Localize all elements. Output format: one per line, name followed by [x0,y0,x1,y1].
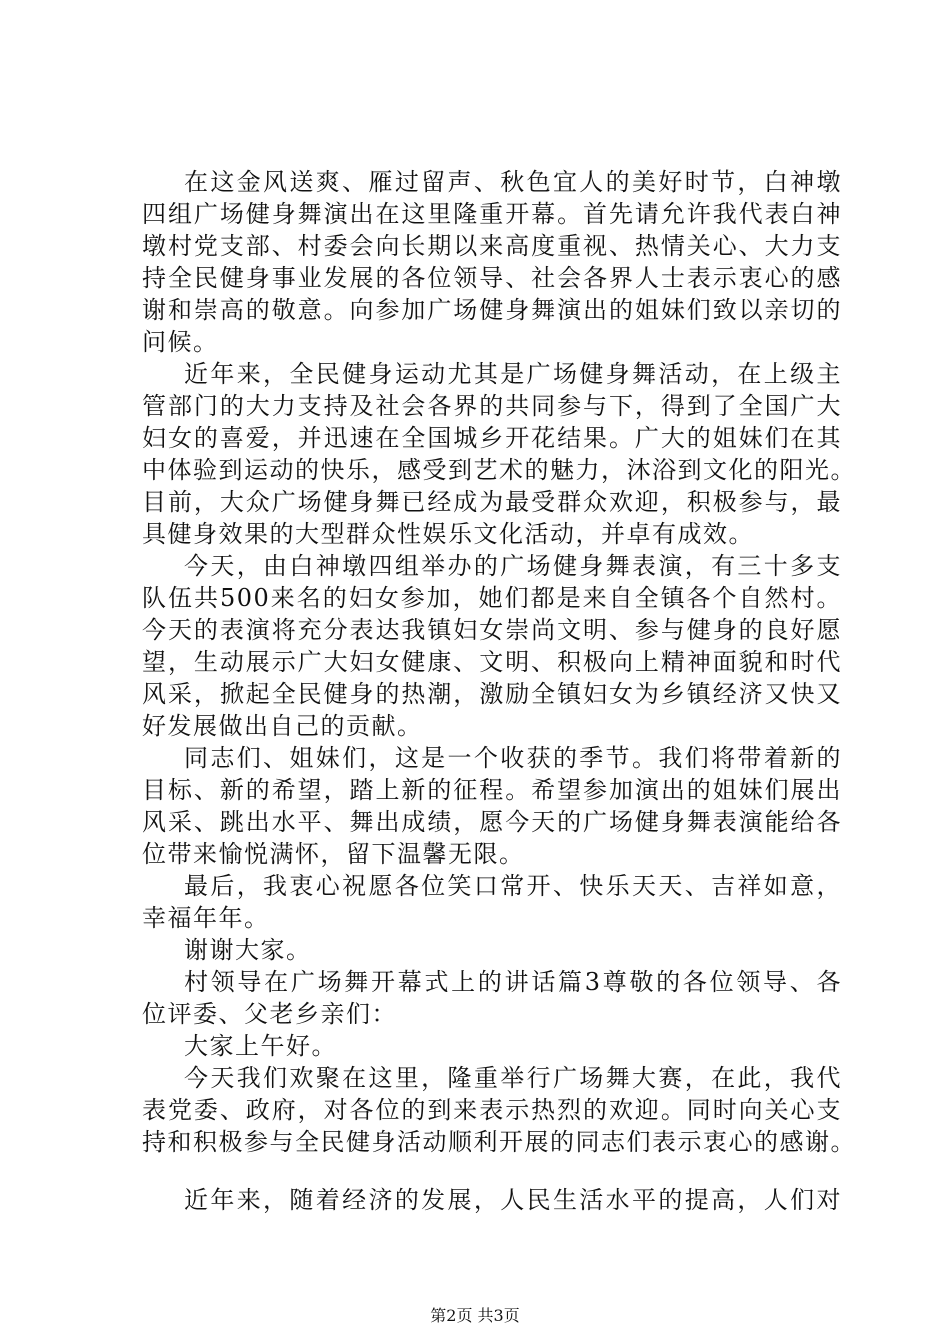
text-line: 好发展做出自己的贡献。 [142,712,423,740]
text-line: 风采、跳出水平、舞出成绩，愿今天的广场健身舞表演能给各 [142,808,842,836]
text-line: 谢谢大家。 [184,936,312,964]
text-line: 中体验到运动的快乐，感受到艺术的魅力，沐浴到文化的阳光。 [142,456,856,484]
text-line: 最后，我衷心祝愿各位笑口常开、快乐天天、吉祥如意， [184,872,842,900]
text-line: 持和积极参与全民健身活动顺利开展的同志们表示衷心的感谢。 [142,1128,856,1156]
paragraph-2 [142,358,856,550]
text-line: 位带来愉悦满怀，留下温馨无限。 [142,840,525,868]
text-line: 问候。 [142,328,219,356]
text-line: 具健身效果的大型群众性娱乐文化活动，并卓有成效。 [142,520,754,548]
paragraph-8 [142,1030,842,1062]
text-line: 今天的表演将充分表达我镇妇女崇尚文明、参与健身的良好愿 [142,616,842,644]
text-line: 目前，大众广场健身舞已经成为最受群众欢迎，积极参与，最 [142,488,842,516]
paragraph-6 [142,934,842,966]
text-line: 村领导在广场舞开幕式上的讲话篇3尊敬的各位领导、各 [184,968,842,996]
text-line: 在这金风送爽、雁过留声、秋色宜人的美好时节，白神墩 [184,168,842,196]
text-line: 位评委、父老乡亲们： [142,1000,397,1028]
text-line: 今天我们欢聚在这里，隆重举行广场舞大赛，在此，我代 [184,1064,842,1092]
text-line: 谢和崇高的敬意。向参加广场健身舞演出的姐妹们致以亲切的 [142,296,842,324]
text-line: 今天，由白神墩四组举办的广场健身舞表演，有三十多支 [184,552,842,580]
text-line: 幸福年年。 [142,904,270,932]
paragraph-1 [142,166,842,358]
text-line: 妇女的喜爱，并迅速在全国城乡开花结果。广大的姐妹们在其 [142,424,842,452]
document-body [142,166,856,1216]
paragraph-3 [142,550,842,742]
page-footer [0,1306,950,1326]
paragraph-7 [142,966,842,1030]
text-line: 同志们、姐妹们，这是一个收获的季节。我们将带着新的 [184,744,842,772]
text-line: 持全民健身事业发展的各位领导、社会各界人士表示衷心的感 [142,264,842,292]
page-number: 第2页 共3页 [430,1306,520,1325]
paragraph-9 [142,1062,856,1158]
text-line: 管部门的大力支持及社会各界的共同参与下，得到了全国广大 [142,392,842,420]
paragraph-5 [142,870,842,934]
text-line: 风采，掀起全民健身的热潮，激励全镇妇女为乡镇经济又快又 [142,680,842,708]
text-line: 近年来，全民健身运动尤其是广场健身舞活动，在上级主 [184,360,842,388]
text-line: 队伍共500来名的妇女参加，她们都是来自全镇各个自然村。 [142,584,842,612]
text-line: 表党委、政府，对各位的到来表示热烈的欢迎。同时向关心支 [142,1096,842,1124]
text-line: 望，生动展示广大妇女健康、文明、积极向上精神面貌和时代 [142,648,842,676]
text-line: 墩村党支部、村委会向长期以来高度重视、热情关心、大力支 [142,232,842,260]
text-line: 近年来，随着经济的发展，人民生活水平的提高，人们对 [184,1186,842,1214]
paragraph-10 [142,1184,842,1216]
text-line: 目标、新的希望，踏上新的征程。希望参加演出的姐妹们展出 [142,776,842,804]
text-line: 四组广场健身舞演出在这里隆重开幕。首先请允许我代表白神 [142,200,842,228]
paragraph-4 [142,742,842,870]
paragraph-gap [142,1158,842,1184]
text-line: 大家上午好。 [184,1032,337,1060]
